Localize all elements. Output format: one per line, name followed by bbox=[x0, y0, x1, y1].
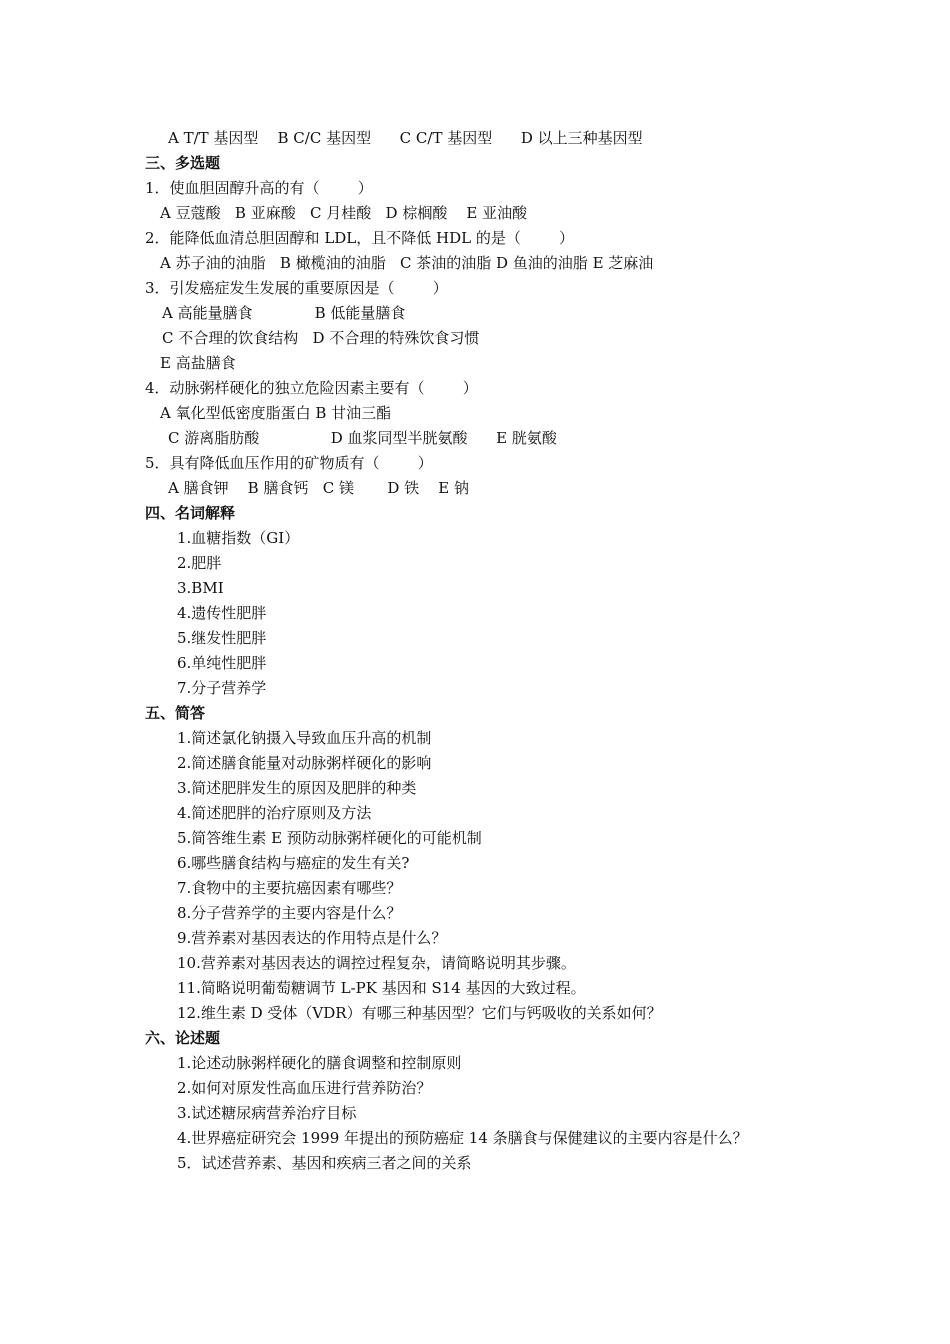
list-item: 2.如何对原发性高血压进行营养防治？ bbox=[177, 1079, 432, 1097]
question-3-options-line-2: C 不合理的饮食结构 D 不合理的特殊饮食习惯 bbox=[162, 329, 480, 347]
section-heading-multiple-choice: 三、多选题 bbox=[145, 154, 221, 172]
question-3-options-line-3: E 高盐膳食 bbox=[160, 354, 236, 372]
list-item: 1.简述氯化钠摄入导致血压升高的机制 bbox=[177, 729, 432, 747]
list-item: 11.简略说明葡萄糖调节 L-PK 基因和 S14 基因的大致过程。 bbox=[177, 979, 586, 997]
question-5: 5．具有降低血压作用的矿物质有（ ） bbox=[145, 454, 433, 472]
question-4-options-line-1: A 氧化型低密度脂蛋白 B 甘油三酯 bbox=[160, 404, 392, 422]
list-item: 5.简答维生素 E 预防动脉粥样硬化的可能机制 bbox=[177, 829, 482, 847]
section-heading-definitions: 四、名词解释 bbox=[145, 504, 236, 522]
list-item: 3.BMI bbox=[177, 579, 224, 597]
list-item: 1.血糖指数（GI） bbox=[177, 529, 300, 547]
question-5-options: A 膳食钾 B 膳食钙 C 镁 D 铁 E 钠 bbox=[168, 479, 469, 497]
question-2-options: A 苏子油的油脂 B 橄榄油的油脂 C 茶油的油脂 D 鱼油的油脂 E 芝麻油 bbox=[160, 254, 654, 272]
list-item: 7.分子营养学 bbox=[177, 679, 267, 697]
list-item: 12.维生素 D 受体（VDR）有哪三种基因型？它们与钙吸收的关系如何？ bbox=[177, 1004, 662, 1022]
list-item: 6.单纯性肥胖 bbox=[177, 654, 267, 672]
question-3-options-line-1: A 高能量膳食 B 低能量膳食 bbox=[162, 304, 406, 322]
list-item: 4.遗传性肥胖 bbox=[177, 604, 267, 622]
list-item: 9.营养素对基因表达的作用特点是什么？ bbox=[177, 929, 447, 947]
list-item: 3.简述肥胖发生的原因及肥胖的种类 bbox=[177, 779, 417, 797]
list-item: 5.继发性肥胖 bbox=[177, 629, 267, 647]
question-2: 2．能降低血清总胆固醇和 LDL，且不降低 HDL 的是（ ） bbox=[145, 229, 575, 247]
list-item: 4.世界癌症研究会 1999 年提出的预防癌症 14 条膳食与保健建议的主要内容是什么？ bbox=[177, 1129, 748, 1147]
list-item: 8.分子营养学的主要内容是什么？ bbox=[177, 904, 402, 922]
section-heading-short-answer: 五、简答 bbox=[145, 704, 206, 722]
question-3: 3．引发癌症发生发展的重要原因是（ ） bbox=[145, 279, 448, 297]
options-line: A T/T 基因型 B C/C 基因型 C C/T 基因型 D 以上三种基因型 bbox=[168, 129, 643, 147]
question-1: 1．使血胆固醇升高的有（ ） bbox=[145, 179, 373, 197]
list-item: 10.营养素对基因表达的调控过程复杂，请简略说明其步骤。 bbox=[177, 954, 576, 972]
list-item: 6.哪些膳食结构与癌症的发生有关? bbox=[177, 854, 410, 872]
list-item: 2.简述膳食能量对动脉粥样硬化的影响 bbox=[177, 754, 432, 772]
list-item: 7.食物中的主要抗癌因素有哪些？ bbox=[177, 879, 402, 897]
list-item: 2.肥胖 bbox=[177, 554, 222, 572]
section-heading-essay: 六、论述题 bbox=[145, 1029, 221, 1047]
question-1-options: A 豆蔻酸 B 亚麻酸 C 月桂酸 D 棕榈酸 E 亚油酸 bbox=[160, 204, 528, 222]
list-item: 1.论述动脉粥样硬化的膳食调整和控制原则 bbox=[177, 1054, 462, 1072]
question-4: 4．动脉粥样硬化的独立危险因素主要有（ ） bbox=[145, 379, 478, 397]
list-item: 4.简述肥胖的治疗原则及方法 bbox=[177, 804, 372, 822]
list-item: 3.试述糖尿病营养治疗目标 bbox=[177, 1104, 357, 1122]
question-4-options-line-2: C 游离脂肪酸 D 血浆同型半胱氨酸 E 胱氨酸 bbox=[168, 429, 557, 447]
list-item: 5．试述营养素、基因和疾病三者之间的关系 bbox=[177, 1154, 472, 1172]
